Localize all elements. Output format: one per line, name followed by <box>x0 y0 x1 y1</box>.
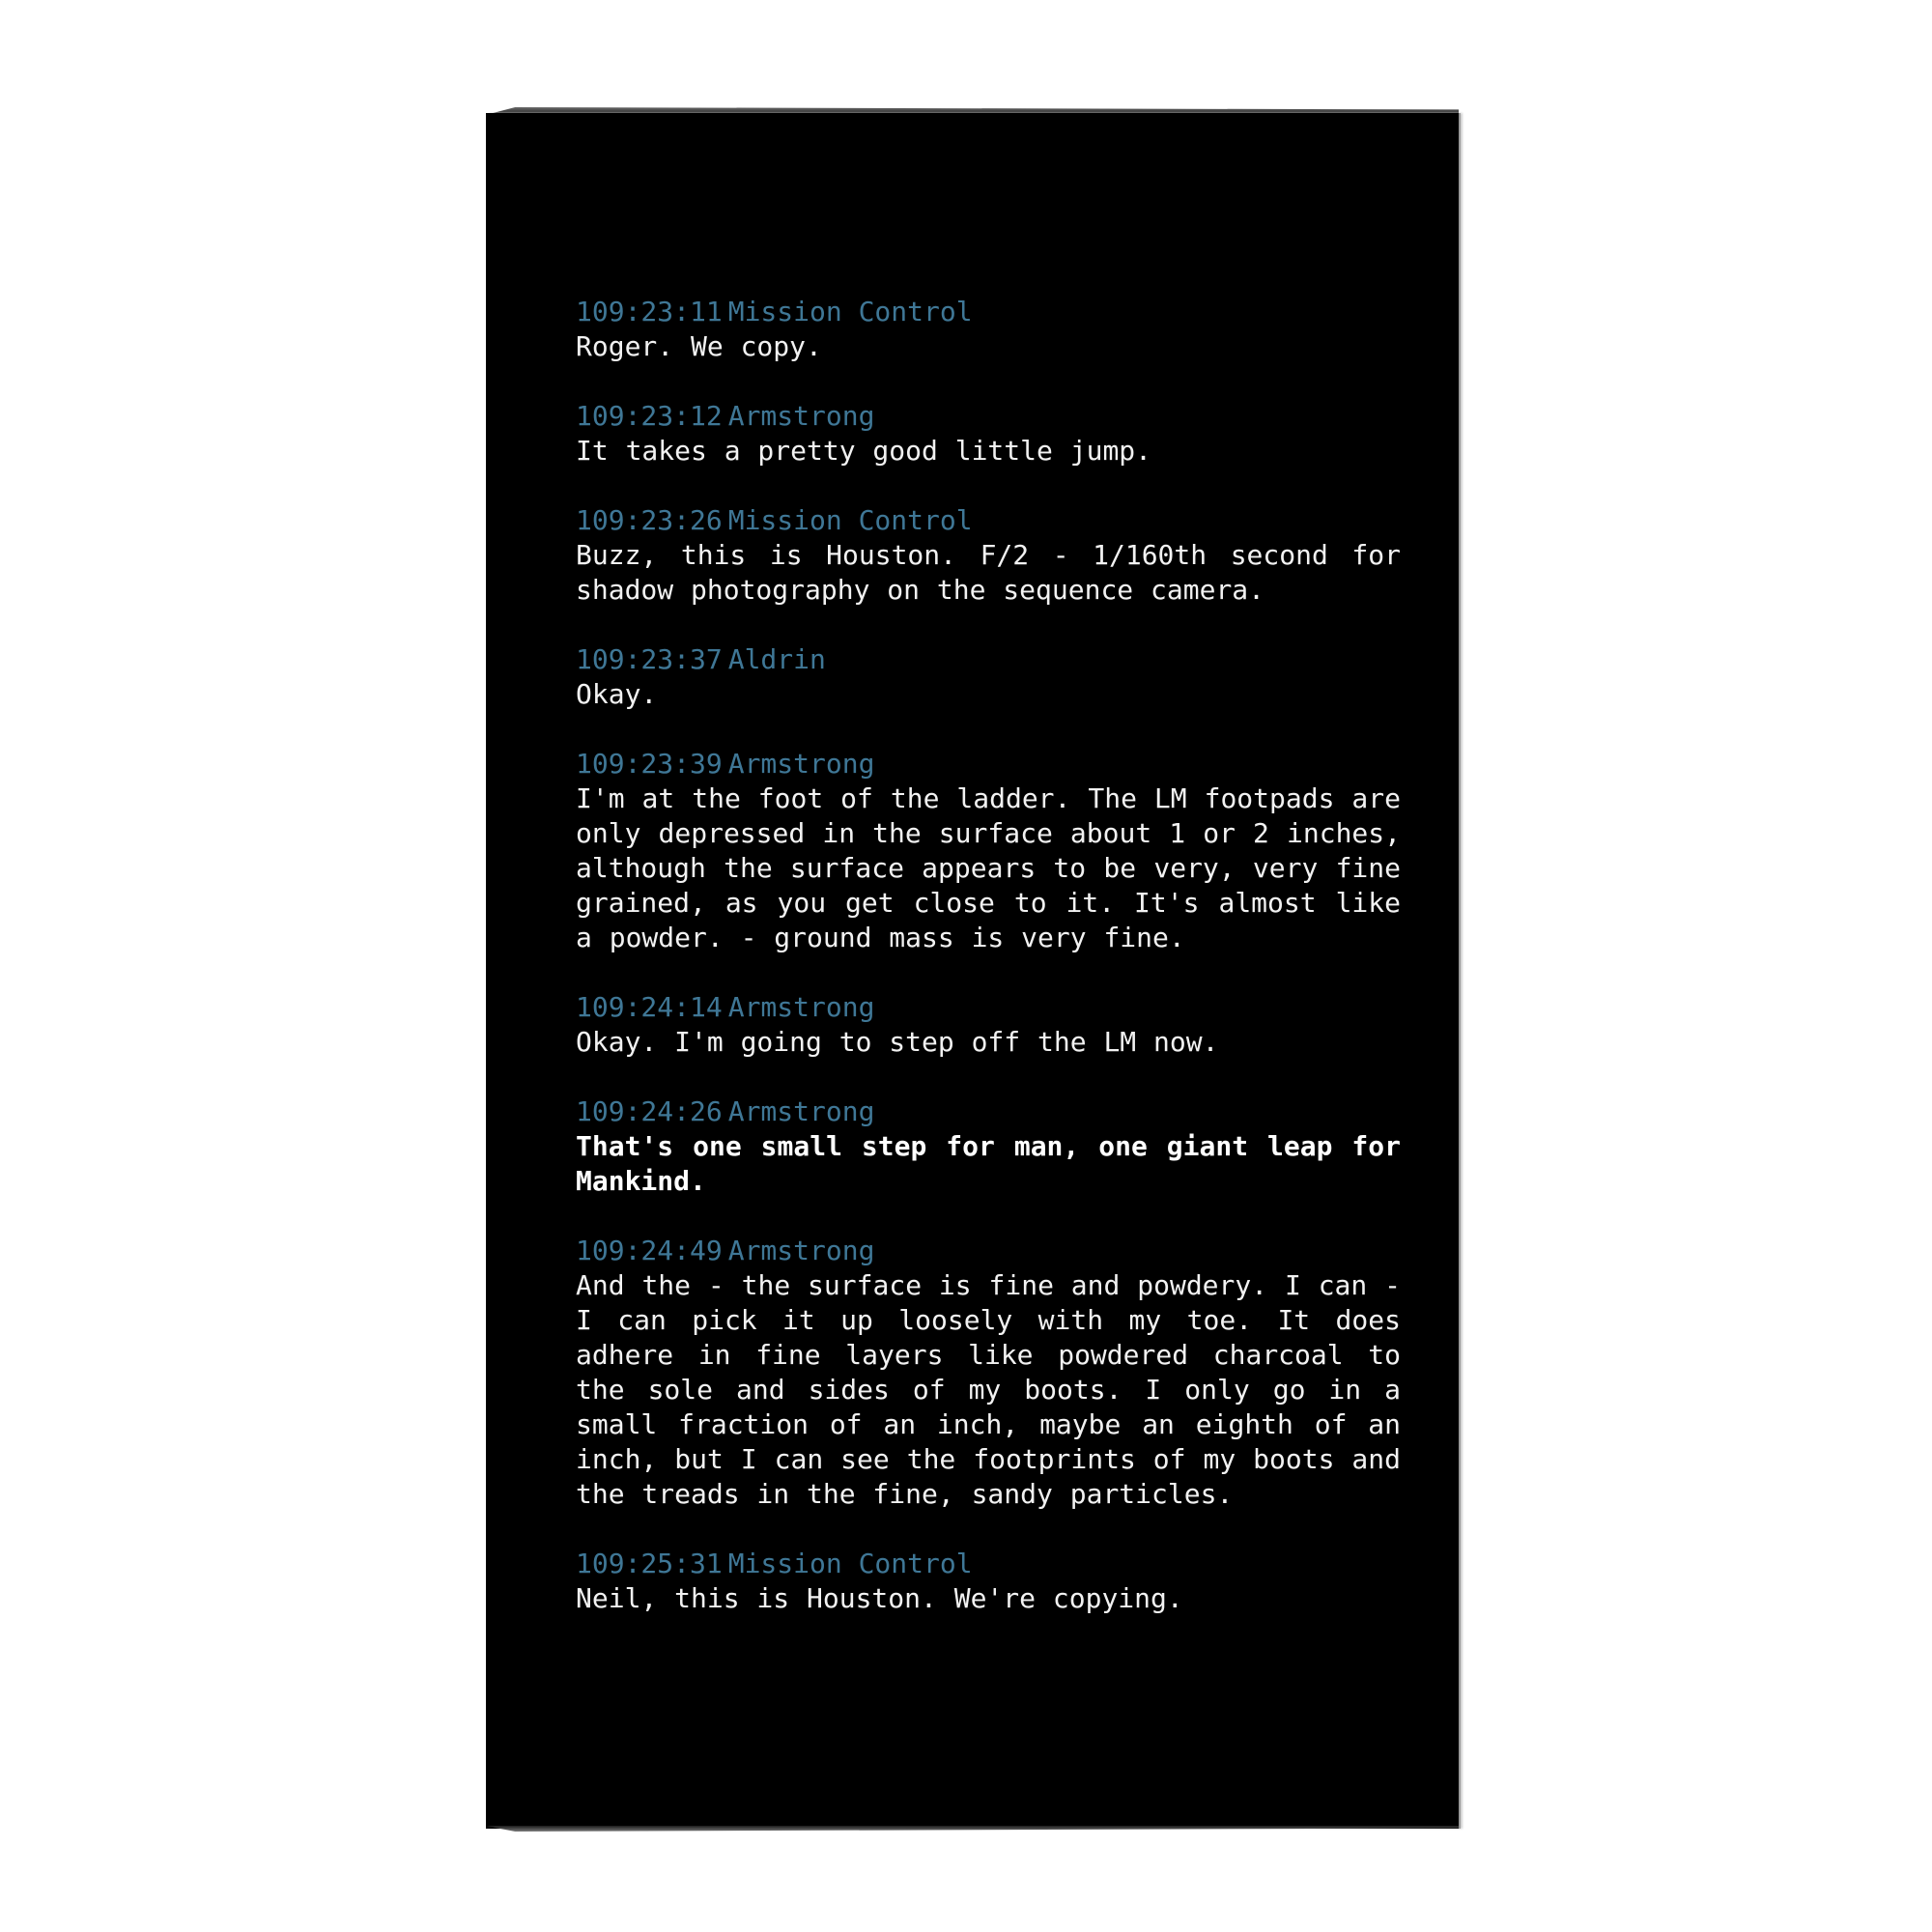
entry-speaker: Armstrong <box>727 991 875 1023</box>
entry-text: Okay. <box>576 678 658 710</box>
entry-speaker: Armstrong <box>727 400 875 432</box>
entry-timestamp: 109:24:14 <box>576 991 723 1023</box>
transcript-entry <box>576 1094 1401 1199</box>
entry-speaker: Armstrong <box>727 748 875 780</box>
entry-header <box>576 1547 1401 1581</box>
entry-timestamp: 109:24:26 <box>576 1095 723 1127</box>
entry-text: Buzz, this is Houston. F/2 - 1/160th second for shadow photography on the sequence camera. <box>576 539 1401 606</box>
entry-text: Neil, this is Houston. We're copying. <box>576 1582 1183 1614</box>
entry-header <box>576 1094 1401 1129</box>
transcript-entry <box>576 642 1401 712</box>
transcript-entry <box>576 990 1401 1060</box>
entry-timestamp: 109:23:37 <box>576 643 723 675</box>
entry-text: It takes a pretty good little jump. <box>576 435 1152 467</box>
transcript-entry <box>576 503 1401 608</box>
transcript-entry <box>576 1234 1401 1512</box>
entry-timestamp: 109:24:49 <box>576 1235 723 1266</box>
entry-header <box>576 990 1401 1025</box>
entry-timestamp: 109:23:26 <box>576 504 723 536</box>
entry-speaker: Mission Control <box>727 296 973 327</box>
entry-speaker: Armstrong <box>727 1095 875 1127</box>
transcript-entry <box>576 747 1401 955</box>
entry-text: Roger. We copy. <box>576 330 822 362</box>
entry-timestamp: 109:23:12 <box>576 400 723 432</box>
transcript-list <box>576 295 1401 1651</box>
entry-text: I'm at the foot of the ladder. The LM footpads are only depressed in the surface about 1 or 2 inches, although the surface appears to be very, very fine grained, as you get close to it. It's almost like a powder. - ground mass is very fine. <box>576 782 1401 953</box>
transcript-entry <box>576 295 1401 364</box>
entry-header <box>576 295 1401 329</box>
canvas-print <box>486 113 1459 1829</box>
transcript-entry <box>576 399 1401 469</box>
entry-timestamp: 109:25:31 <box>576 1548 723 1579</box>
entry-timestamp: 109:23:39 <box>576 748 723 780</box>
entry-header <box>576 503 1401 538</box>
entry-header <box>576 1234 1401 1268</box>
entry-text: Okay. I'm going to step off the LM now. <box>576 1026 1219 1058</box>
canvas-bottom-edge <box>486 1826 1459 1832</box>
entry-timestamp: 109:23:11 <box>576 296 723 327</box>
entry-header <box>576 399 1401 434</box>
entry-speaker: Aldrin <box>727 643 826 675</box>
entry-speaker: Armstrong <box>727 1235 875 1266</box>
entry-speaker: Mission Control <box>727 504 973 536</box>
entry-header <box>576 642 1401 677</box>
entry-speaker: Mission Control <box>727 1548 973 1579</box>
entry-text: And the - the surface is fine and powdery. I can - I can pick it up loosely with my toe. It does adhere in fine layers like powdered charcoal to the sole and sides of my boots. I only go in a small fraction of an inch, maybe an eighth of an inch, but I can see the footprints of my boots and the treads in the fine, sandy particles. <box>576 1269 1401 1510</box>
entry-header <box>576 747 1401 781</box>
entry-quote-highlighted: That's one small step for man, one giant leap for Mankind. <box>576 1130 1401 1197</box>
transcript-entry <box>576 1547 1401 1616</box>
